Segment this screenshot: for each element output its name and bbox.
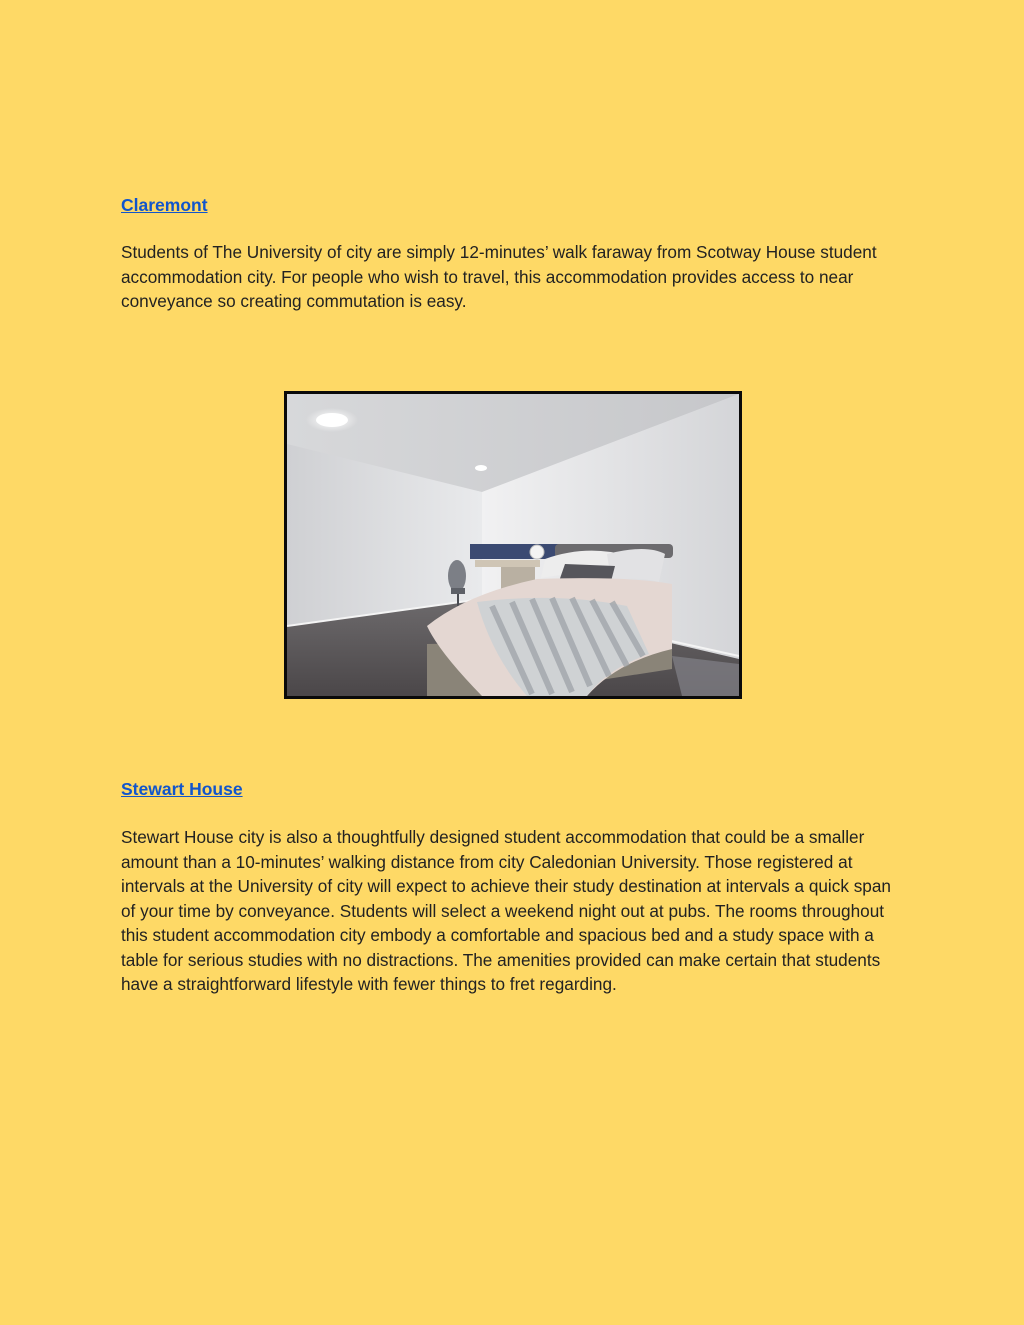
claremont-heading-link[interactable]: Claremont [121, 195, 208, 215]
bedroom-photo-illustration [287, 394, 739, 696]
stewart-house-heading-link[interactable]: Stewart House [121, 779, 243, 799]
stewart-house-description: Stewart House city is also a thoughtfully designed student accommodation that could be a smaller amount than a 10-minutes’ walking distance from city Caledonian University. Those registered at intervals at the University of city will expect to achieve their study destination at intervals a quick span of your time by conveyance. Students will select a weekend night out at pubs. The rooms throughout this student accommodation city embody a comfortable and spacious bed and a study space with a table for serious studies with no distractions. The amenities provided can make certain that students have a straightforward lifestyle with fewer things to fret regarding. [121, 827, 891, 994]
claremont-description: Students of The University of city are simply 12-minutes’ walk faraway from Scotway House student accommodation city. For people who wish to travel, this accommodation provides access to near conveyance so creating commutation is easy. [121, 242, 877, 311]
bedroom-photo [284, 391, 742, 699]
